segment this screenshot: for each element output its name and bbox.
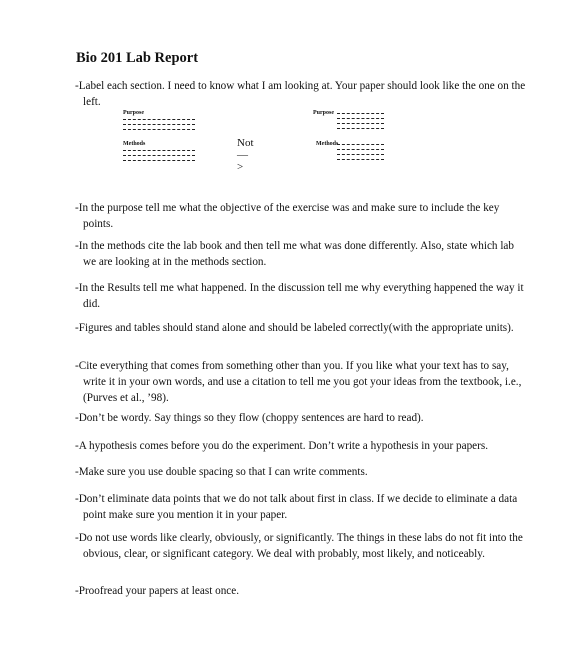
diagram-right-purpose-lines xyxy=(337,113,384,133)
diagram-right-methods-lines xyxy=(337,144,384,164)
diagram-left-methods-lines xyxy=(123,150,195,165)
document-title: Bio 201 Lab Report xyxy=(76,50,199,66)
instruction-item: -In the Results tell me what happened. In the discussion tell me why everything happened the way it did. xyxy=(75,282,524,310)
instruction-item: -Don’t be wordy. Say things so they flow (choppy sentences are hard to read). xyxy=(75,412,424,424)
instruction-item: -Make sure you use double spacing so that I can write comments. xyxy=(75,466,368,478)
diagram-right-purpose-label: Purpose xyxy=(313,110,334,116)
instruction-item: -Proofread your papers at least once. xyxy=(75,585,240,597)
instruction-item: -Figures and tables should stand alone and should be labeled correctly(with the appropriate units). xyxy=(75,322,514,334)
instruction-intro: -Label each section. I need to know what I am looking at. Your paper should look like the one on the left. xyxy=(75,80,526,108)
instruction-item: -A hypothesis comes before you do the experiment. Don’t write a hypothesis in your papers. xyxy=(75,440,489,452)
diagram-left-purpose-lines xyxy=(123,119,195,134)
instruction-item: -In the purpose tell me what the objective of the exercise was and make sure to include the key points. xyxy=(75,202,500,230)
instruction-item: -Cite everything that comes from something other than you. If you like what your text has to say, write it in your own words, and use a citation to tell me you got your ideas from the textbook, i.e., (Purves et al., ’98). xyxy=(75,360,522,404)
not-arrow-text: Not—> xyxy=(237,137,254,173)
instruction-item: -Don’t eliminate data points that we do not talk about first in class. If we decide to eliminate a data point make sure you mention it in your paper. xyxy=(75,493,518,521)
diagram-left-purpose-label: Purpose xyxy=(123,110,144,116)
instruction-item: -Do not use words like clearly, obviously, or significantly. The things in these labs do not fit into the obvious, clear, or significant category. We deal with probably, most likely, and noticeably. xyxy=(75,532,523,560)
diagram-right-methods-label: Methods xyxy=(316,141,339,147)
diagram-left-methods-label: Methods xyxy=(123,141,146,147)
instruction-item: -In the methods cite the lab book and then tell me what was done differently. Also, state which lab we are looking at in the methods section. xyxy=(75,240,514,268)
